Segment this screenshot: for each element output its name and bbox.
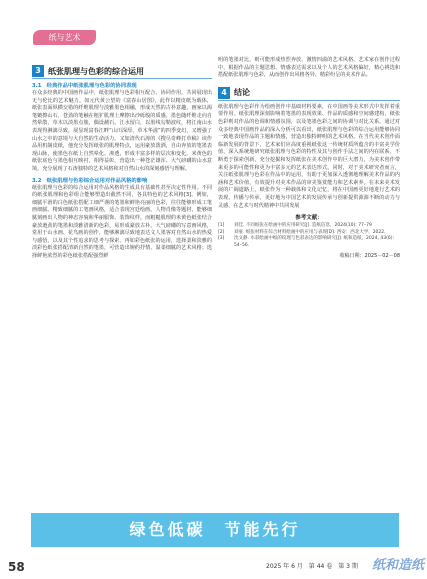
section-title: 纸张肌理与色彩的综合运用	[48, 66, 144, 76]
section-number: 3	[32, 65, 44, 77]
section-title: 结论	[234, 88, 250, 98]
reference-item	[218, 236, 400, 249]
paragraph-conclusion: 纸张肌理与色彩作为绘画创作中基础材料要素，在中国画等美术形式中发挥着重要作用。纸张肌理深刻影响着笔墨的表现效果、作品的质感和空间感建构，纸张色彩则对作品的色调和情感氛围，以及笔墨色彩之间的协调与对比关系。通过对众多经典中国画作品的深入分析可以看出，纸张肌理与色彩的综合运用能够协同一致地表现作品的主题和情感，营造出独特鲜明的艺术风格。在当代美术创作面临新发展的背景下，艺术家们应高度重视纸张这一传统材质所蕴含的丰富美学价值，深入系统地研究纸张肌理与色彩的特性及其与创作手法之间的内在联系，不断勇于探索创新，充分挖掘和发挥纸张在美术创作中的巨大潜力，为美术创作带来更多的可能性和更为丰富多元的艺术表达形式。同时，对于美术研究者而言，关注纸张肌理与色彩在作品中的运用，有助于更加深入透彻地理解美术作品的内涵和艺术价值，有效提升对美术作品的审美鉴赏能力和艺术素养。在未来美术发展的广阔道路上，纸张作为一种载体和文化记忆，将在中国画更好地进行艺术的表现、传播与传承，更好地为中国艺术的发展传承与创新提供源源不断的动力与灵感，在艺术与时代精神中共同发展	[218, 103, 400, 209]
left-column	[32, 64, 212, 260]
reference-index: [1]	[218, 223, 225, 229]
references-title: 参考文献：	[295, 215, 323, 222]
section-3-heading	[32, 64, 212, 79]
paragraph-continued: 明的笔墨对比，则可能形成热烈奔放、激情四溢的艺术风格。艺术家在创作过程中，根据作品的主题思想、情感表达需求以及个人的艺术风格偏好，精心挑选和搭配纸张肌理与色彩，从而创作出风格各异、精彩纷呈的美术作品。	[218, 57, 400, 79]
paragraph-3-1: 在众多经典的中国画作品中，纸张肌理与色彩相互配合、协同作用，共同展现出无与伦比的艺术魅力。如元代黄公望的《富春山居图》，此作以精皮纸为载体，纸张表面纵横交错的纤维肌理与淡雅墨色相融，形成天然的古朴意趣。画家以渴笔皴擦山石，苍劲的笔触在粗犷肌理上摩擦出沙砾般的质感，墨色随纤维走向自然晕散，草木以淡墨点簇，偶设赭石，江水留白，以墨线勾勒波纹，将江南山水表现得淋漓尽致，展显现富春江畔“山川深厚，草木华滋”的四季变幻，又增强了山水之中的意境与大自然的生命活力。又如清代石涛的《搜尽奇峰打草稿》该作品用机制皮纸，他充分发挥纸张的肌理特点，运用豪放泼洒，自由奔放的笔墨表现山脉，使墨色在纸上自然晕化、渗透，形成丰富多样的层次和变化。米黄色的纸张底色与墨色相互映衬，相得益彰，营造出一种苍茫雄浑、大气磅礴的山水意境，充分展现了石涛独特的艺术风格和对自然山水的深刻感悟与理解。	[32, 90, 212, 172]
subsection-3-1-title: 3.1 经典作品中纸张肌理与色彩的协同表现	[32, 83, 137, 89]
reference-index: [3]	[218, 236, 225, 242]
section-number: 4	[218, 87, 230, 99]
paragraph-3-2: 纸张肌理与色彩的综合运用对作品风格的生成具有基础性甚至决定性作用。不同的纸张肌理和色彩组合能够塑造出截然不同，各具特色的艺术风格[3]。例如，细腻平滑的白色纸张搭配工细严谨的笔墨和鲜艳亮丽的色彩，往往能够形成工笔画细腻、精致细腻的工笔画风格，适合表现宫廷绘画、人物肖像等题材，能够细腻刻画出人物的神态容貌和华丽服饰、装饰纹样。而粗糙肌理的米黄色纸张结合豪放遒劲的笔墨和淡雅清新的色彩，易形成豪放古朴、大气磅礴的写意画风格，常用于山水画、花鸟画的创作，能够淋漓尽致地表达文人墨客对自然山水的热爱与感悟，以及其个性追求的思考与探索。再如彩色纸张的运用，选择柔和淡雅的淡彩色纸张搭配清新自然的笔墨，可营造出婉约抒情、温柔细腻的艺术风格；选择鲜艳浓烈的彩色纸张搭配强烈鲜	[32, 184, 212, 259]
right-column	[218, 57, 400, 260]
reference-index: [2]	[218, 229, 225, 235]
reference-text: 沈文静. 水彩绘画中纸的纹理与色彩表达的影响研究[J]. 纸和造纸，2024, 43(6): 54–56.	[234, 236, 394, 248]
journal-logo: 纸和造纸	[372, 558, 425, 573]
received-date: 收稿日期：2025－02－08	[339, 253, 400, 260]
section-4-heading	[218, 86, 400, 101]
issue-info: 2025 年 6 月 第 44 卷 第 3 期	[266, 563, 358, 570]
column-header-tag: 纸与艺术	[33, 30, 96, 45]
reference-text: 刘佳. 不同纸张在绘画中的应用研究[J]. 造纸信息，2024(10): 77–79	[234, 223, 372, 229]
page-number: 58	[8, 560, 25, 574]
reference-text: 刘豪. 纸张材料在综合材料绘画中的应用与表现[D]. 西安：西北大学，2022.	[234, 229, 386, 235]
slogan-banner: 绿色低碳 节能先行	[31, 513, 399, 547]
subsection-3-2-title: 3.2 纸张肌理与色彩综合运用对作品风格的影响	[32, 177, 148, 184]
